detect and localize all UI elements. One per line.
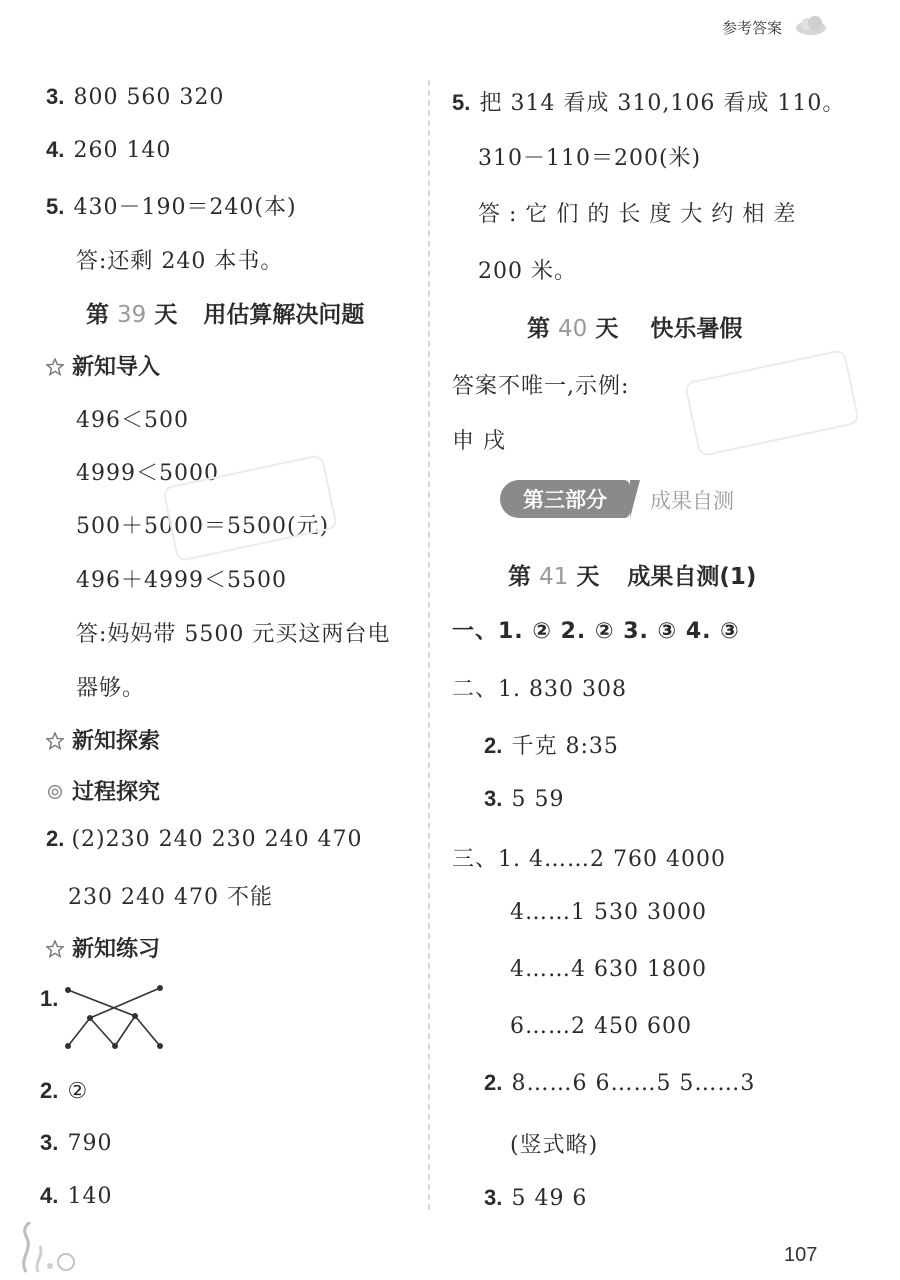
answer-line: (竖式略) (510, 1133, 599, 1158)
answer-line: 3. 5 59 (484, 786, 565, 812)
target-icon (46, 783, 64, 801)
answer-line: 答:还剩 240 本书。 (76, 249, 284, 274)
answer-line: 3. 790 (40, 1130, 113, 1156)
answer-line: 500＋5000＝5500(元) (76, 514, 330, 539)
answer-line: 496＋4999＜5500 (76, 568, 287, 593)
day-39-heading: 第 39 天 用估算解决问题 (86, 302, 365, 328)
part-three-banner: 第三部分 (500, 480, 630, 518)
page-number: 107 (784, 1244, 818, 1266)
section-heading: 新知练习 (46, 932, 160, 963)
section-heading: 新知探索 (46, 724, 160, 755)
matching-lines-diagram (60, 980, 170, 1052)
section-heading: 新知导入 (46, 350, 160, 381)
answer-line: 2. 千克 8:35 (484, 733, 619, 759)
day-41-heading: 第 41 天 成果自测(1) (508, 564, 757, 590)
seaweed-decoration-icon (14, 1222, 84, 1274)
answer-line: 二、1. 830 308 (452, 677, 627, 702)
answer-number: 1. (40, 986, 59, 1011)
answer-line: 4999＜5000 (76, 461, 219, 486)
header-label: 参考答案 (722, 19, 783, 37)
star-icon (46, 358, 64, 376)
star-icon (46, 940, 64, 958)
answer-line: 5. 把 314 看成 310,106 看成 110。 (452, 90, 846, 116)
answer-line: 一、1. ② 2. ② 3. ③ 4. ③ (452, 619, 740, 644)
answer-line: 310－110＝200(米) (478, 146, 702, 171)
answer-line: 2. ② (40, 1078, 89, 1104)
answer-line: 4……1 530 3000 (510, 900, 707, 925)
star-icon (46, 732, 64, 750)
answer-line: 答:它们的长度大约相差 (478, 202, 805, 227)
column-divider (428, 80, 430, 1210)
answer-line: 3. 800 560 320 (46, 84, 225, 110)
answer-line: 230 240 470 不能 (68, 885, 273, 910)
answer-line: 4. 140 (40, 1183, 113, 1209)
answer-line: 4. 260 140 (46, 137, 172, 163)
answer-line: 答案不唯一,示例: (452, 374, 630, 399)
answer-line: 6……2 450 600 (510, 1014, 692, 1039)
answer-line: 器够。 (76, 676, 146, 701)
answer-line: 三、1. 4……2 760 4000 (452, 847, 726, 872)
answer-line: 2. (2)230 240 230 240 470 (46, 826, 363, 852)
answer-line: 5. 430－190＝240(本) (46, 194, 297, 220)
answer-line: 200 米。 (478, 259, 577, 284)
watermark-stamp (684, 349, 860, 457)
answer-line: 496＜500 (76, 408, 189, 433)
answer-line: 4……4 630 1800 (510, 957, 707, 982)
answer-line: 答:妈妈带 5500 元买这两台电 (76, 622, 391, 647)
answer-line: 3. 5 49 6 (484, 1185, 588, 1211)
day-40-heading: 第 40 天 快乐暑假 (527, 316, 743, 342)
cloud-icon (794, 14, 828, 36)
answer-line: 2. 8……6 6……5 5……3 (484, 1070, 756, 1096)
part-three-subtitle: 成果自测 (650, 489, 734, 513)
answer-line: 申 戌 (452, 429, 506, 454)
sub-section-heading: 过程探究 (46, 775, 160, 806)
